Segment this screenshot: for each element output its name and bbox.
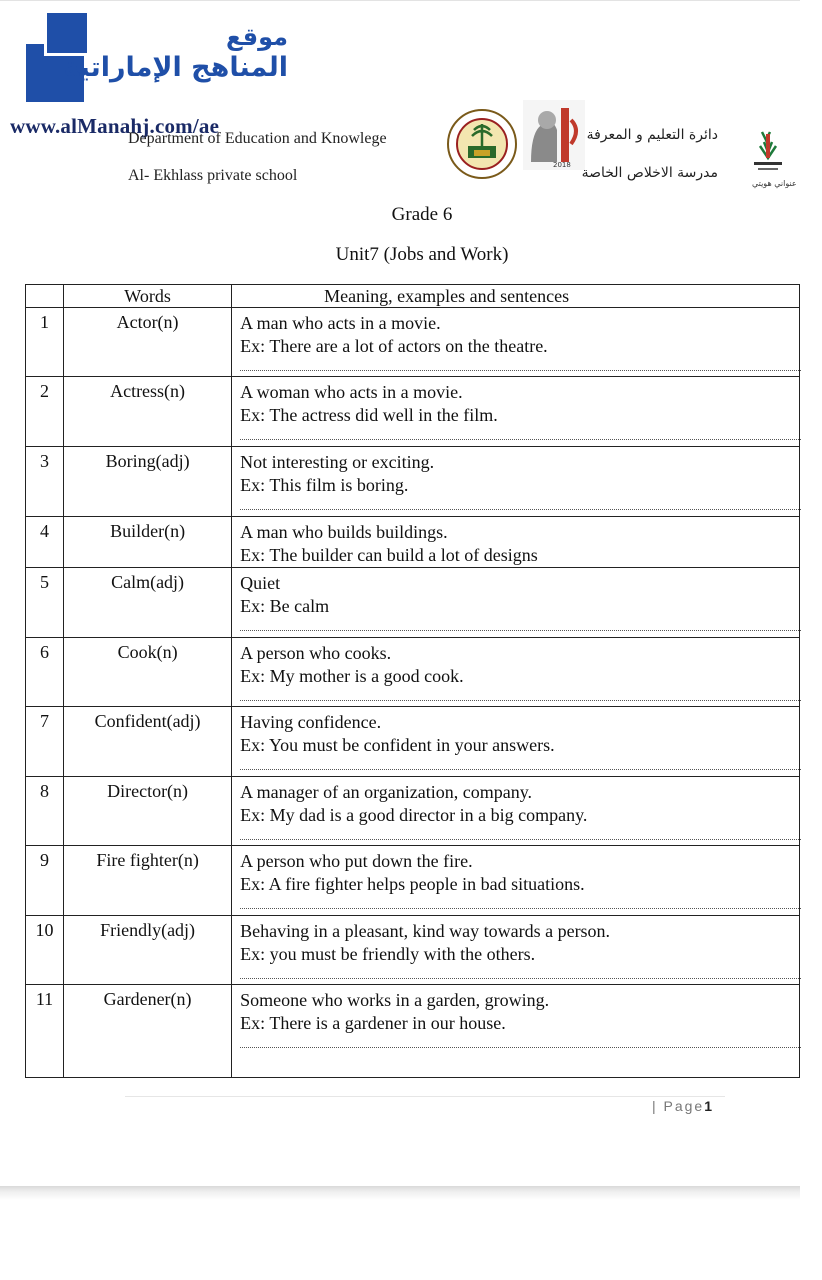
footer-rule: [125, 1096, 725, 1097]
row-word: Actress(n): [64, 377, 232, 447]
answer-dotted-line: [240, 896, 801, 909]
table-row: [26, 568, 800, 638]
table-row: [26, 517, 800, 568]
row-example: Ex: This film is boring.: [240, 475, 409, 495]
row-meaning-cell: [232, 916, 800, 985]
row-word: Calm(adj): [64, 568, 232, 638]
row-meaning: A manager of an organization, company.: [240, 782, 533, 802]
page-word: | Page: [652, 1098, 705, 1114]
table-row: [26, 377, 800, 447]
row-number: 3: [26, 447, 64, 517]
unit-title: Unit7 (Jobs and Work): [335, 244, 509, 265]
answer-dotted-line: [240, 966, 801, 979]
row-word: Gardener(n): [64, 985, 232, 1078]
table-body: [26, 308, 800, 1078]
page-number-label: [652, 1098, 714, 1114]
row-example: Ex: The actress did well in the film.: [240, 405, 498, 425]
my-identity-icon: [748, 128, 797, 190]
table-header-row: [26, 285, 800, 308]
page-number: 1: [704, 1098, 715, 1114]
row-number: 5: [26, 568, 64, 638]
row-meaning-cell: [232, 777, 800, 846]
header-number: [26, 285, 64, 308]
row-example: Ex: you must be friendly with the others.: [240, 944, 536, 964]
my-identity-caption: عنواني هويتي: [752, 179, 797, 188]
row-meaning: Someone who works in a garden, growing.: [240, 990, 550, 1010]
table-row: [26, 777, 800, 846]
row-word: Builder(n): [64, 517, 232, 568]
row-number: 1: [26, 308, 64, 377]
site-name-line2: المناهج الإماراتية: [63, 51, 288, 83]
row-example: Ex: My dad is a good director in a big company.: [240, 805, 588, 825]
row-meaning-cell: [232, 568, 800, 638]
table-row: [26, 985, 800, 1078]
table-row: [26, 308, 800, 377]
grade-title: Grade 6: [391, 204, 453, 225]
header-words: Words: [64, 285, 232, 308]
row-word: Cook(n): [64, 638, 232, 707]
answer-dotted-line: [240, 427, 801, 440]
page-bottom-shadow: [0, 1186, 800, 1200]
row-meaning-cell: [232, 517, 800, 568]
row-word: Actor(n): [64, 308, 232, 377]
row-meaning: A person who put down the fire.: [240, 851, 473, 871]
table-row: [26, 447, 800, 517]
row-meaning: Quiet: [240, 573, 281, 593]
row-meaning-cell: [232, 846, 800, 916]
site-name: [63, 24, 288, 83]
table-row: [26, 916, 800, 985]
row-meaning-cell: [232, 377, 800, 447]
header-meaning: Meaning, examples and sentences: [232, 285, 800, 308]
row-meaning-cell: [232, 447, 800, 517]
table-row: [26, 638, 800, 707]
row-meaning: A woman who acts in a movie.: [240, 382, 463, 402]
row-meaning: Behaving in a pleasant, kind way towards a person.: [240, 921, 611, 941]
row-meaning: A man who acts in a movie.: [240, 313, 441, 333]
answer-dotted-line: [240, 497, 801, 510]
row-word: Friendly(adj): [64, 916, 232, 985]
row-number: 7: [26, 707, 64, 777]
row-number: 8: [26, 777, 64, 846]
site-url-link[interactable]: www.alManahj.com/ae: [10, 114, 220, 138]
school-name-en: Al- Ekhlass private school: [128, 167, 298, 184]
row-example: Ex: The builder can build a lot of designs: [240, 545, 538, 565]
answer-dotted-line: [240, 1035, 801, 1048]
answer-dotted-line: [240, 757, 801, 770]
school-emblem-icon: [444, 106, 520, 182]
top-rule: [0, 0, 800, 1]
row-meaning: A person who cooks.: [240, 643, 392, 663]
answer-dotted-line: [240, 688, 801, 701]
row-number: 11: [26, 985, 64, 1078]
department-name-en: Department of Education and Knowlege: [128, 130, 387, 147]
row-meaning-cell: [232, 638, 800, 707]
row-example: Ex: A fire fighter helps people in bad situations.: [240, 874, 585, 894]
row-meaning: Not interesting or exciting.: [240, 452, 435, 472]
row-meaning-cell: [232, 308, 800, 377]
table-row: [26, 846, 800, 916]
row-number: 6: [26, 638, 64, 707]
department-name-ar: دائرة التعليم و المعرفة: [586, 127, 718, 143]
row-word: Boring(adj): [64, 447, 232, 517]
row-word: Director(n): [64, 777, 232, 846]
row-meaning: A man who builds buildings.: [240, 522, 448, 542]
row-meaning: Having confidence.: [240, 712, 382, 732]
row-example: Ex: There is a gardener in our house.: [240, 1013, 506, 1033]
row-example: Ex: My mother is a good cook.: [240, 666, 464, 686]
site-name-line1: موقع: [225, 23, 288, 51]
row-meaning-cell: [232, 985, 800, 1078]
zayed-year-text: 2018: [553, 161, 571, 169]
row-number: 10: [26, 916, 64, 985]
row-word: Confident(adj): [64, 707, 232, 777]
vocabulary-table: [25, 284, 800, 1078]
table-row: [26, 707, 800, 777]
row-example: Ex: There are a lot of actors on the theatre.: [240, 336, 548, 356]
row-example: Ex: Be calm: [240, 596, 330, 616]
row-number: 2: [26, 377, 64, 447]
answer-dotted-line: [240, 827, 801, 840]
row-example: Ex: You must be confident in your answers.: [240, 735, 555, 755]
row-word: Fire fighter(n): [64, 846, 232, 916]
school-name-ar: مدرسة الاخلاص الخاصة: [581, 165, 718, 181]
zayed-year-icon: [523, 100, 585, 170]
answer-dotted-line: [240, 618, 801, 631]
row-meaning-cell: [232, 707, 800, 777]
row-number: 9: [26, 846, 64, 916]
row-number: 4: [26, 517, 64, 568]
answer-dotted-line: [240, 358, 801, 371]
